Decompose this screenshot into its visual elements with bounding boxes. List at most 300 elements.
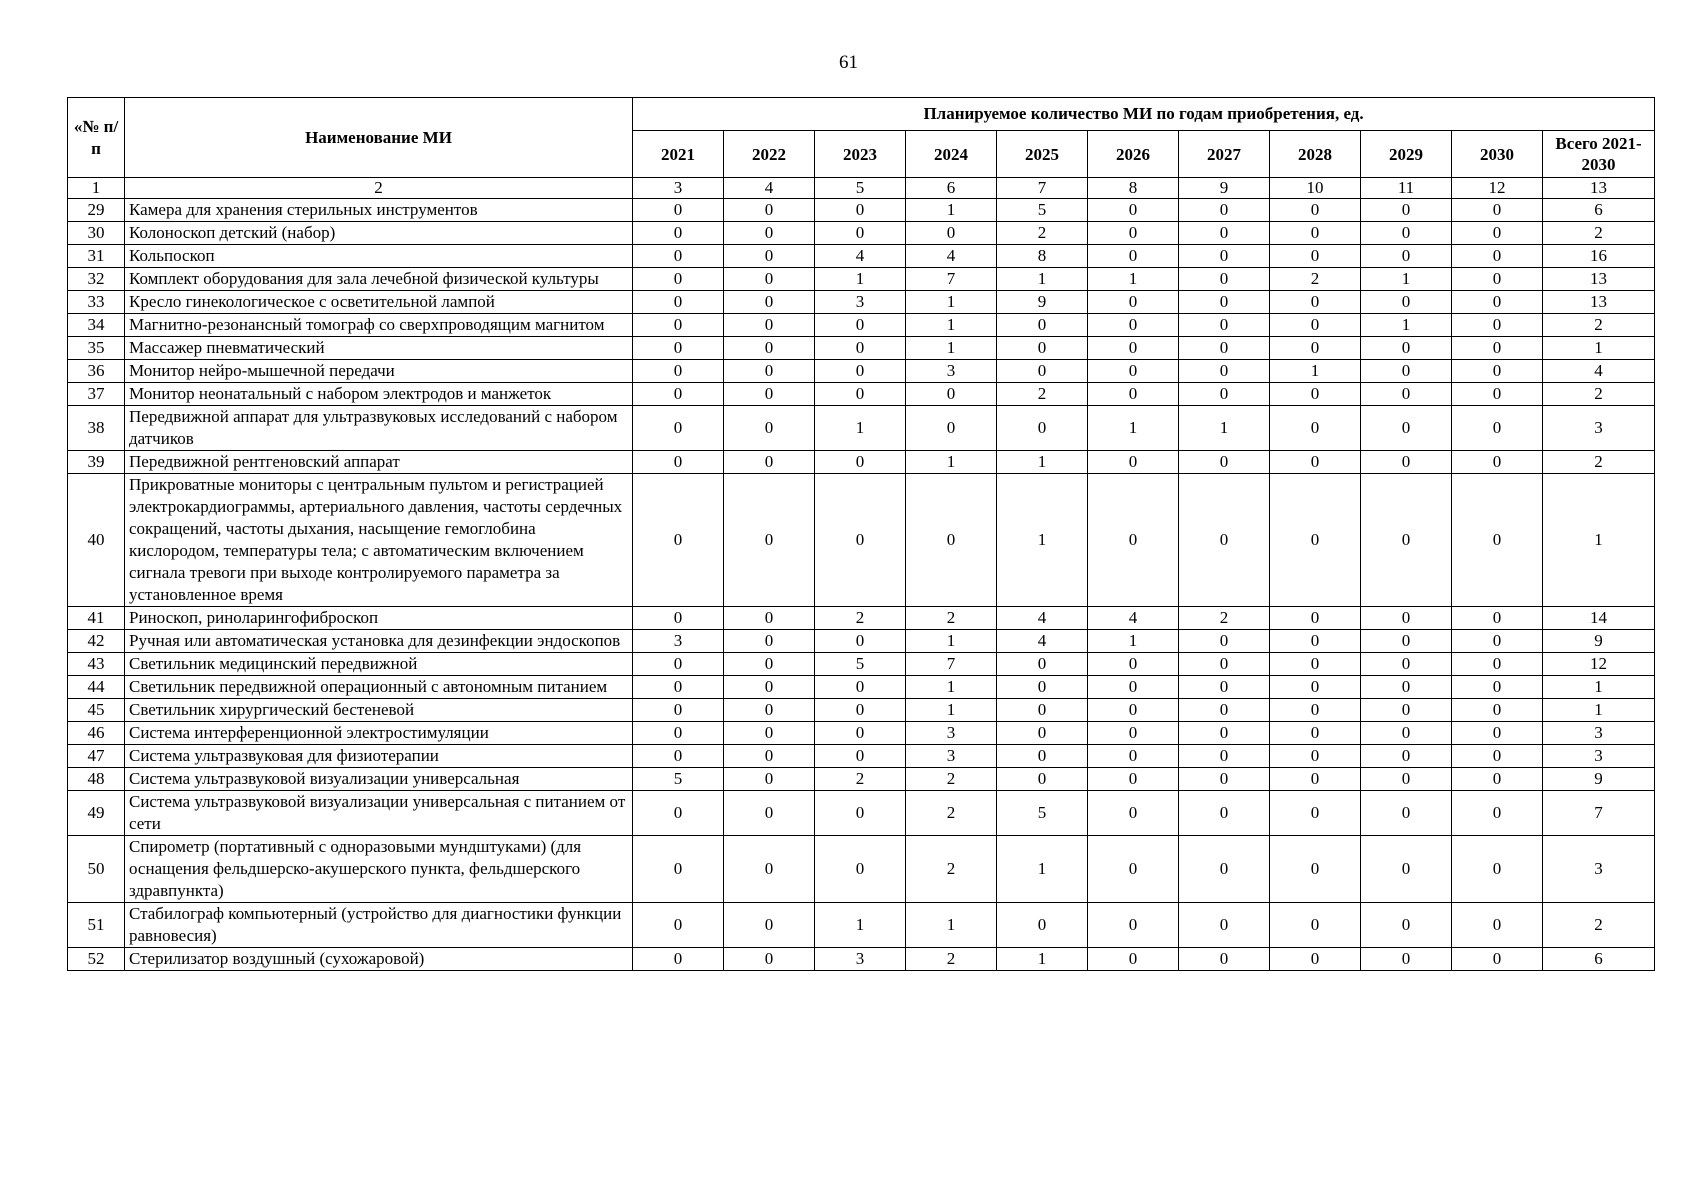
header-year: 2030	[1452, 131, 1543, 178]
year-quantity: 1	[815, 903, 906, 948]
year-quantity: 0	[1361, 791, 1452, 836]
year-quantity: 0	[724, 360, 815, 383]
year-quantity: 0	[1088, 383, 1179, 406]
table-row	[68, 451, 1655, 474]
year-quantity: 0	[1270, 314, 1361, 337]
header-year: 2022	[724, 131, 815, 178]
year-quantity: 0	[633, 337, 724, 360]
year-quantity: 0	[724, 245, 815, 268]
item-name: Система ультразвуковой визуализации универсальная с питанием от сети	[125, 791, 633, 836]
year-quantity: 0	[1361, 383, 1452, 406]
year-quantity: 0	[1361, 406, 1452, 451]
row-number: 43	[68, 653, 125, 676]
year-quantity: 1	[997, 474, 1088, 607]
item-name: Монитор нейро-мышечной передачи	[125, 360, 633, 383]
year-quantity: 0	[1088, 745, 1179, 768]
year-quantity: 0	[1088, 360, 1179, 383]
row-number: 52	[68, 948, 125, 971]
year-quantity: 0	[724, 768, 815, 791]
year-quantity: 0	[1361, 474, 1452, 607]
year-quantity: 0	[815, 699, 906, 722]
total-quantity: 1	[1543, 474, 1655, 607]
year-quantity: 0	[1179, 268, 1270, 291]
year-quantity: 0	[997, 653, 1088, 676]
total-quantity: 9	[1543, 768, 1655, 791]
item-name: Монитор неонатальный с набором электродов и манжеток	[125, 383, 633, 406]
year-quantity: 0	[1270, 383, 1361, 406]
equipment-table	[67, 97, 1655, 971]
row-number: 35	[68, 337, 125, 360]
row-number: 48	[68, 768, 125, 791]
year-quantity: 0	[724, 199, 815, 222]
year-quantity: 0	[1452, 222, 1543, 245]
year-quantity: 0	[997, 406, 1088, 451]
year-quantity: 0	[633, 836, 724, 903]
year-quantity: 0	[724, 222, 815, 245]
year-quantity: 0	[997, 360, 1088, 383]
header-year: 2023	[815, 131, 906, 178]
column-index-row	[68, 178, 1655, 199]
year-quantity: 0	[1452, 291, 1543, 314]
year-quantity: 0	[1270, 676, 1361, 699]
year-quantity: 0	[997, 768, 1088, 791]
header-group: Планируемое количество МИ по годам приобретения, ед.	[633, 98, 1655, 131]
year-quantity: 0	[724, 836, 815, 903]
year-quantity: 1	[997, 836, 1088, 903]
header-year: 2025	[997, 131, 1088, 178]
year-quantity: 0	[1088, 699, 1179, 722]
year-quantity: 0	[815, 791, 906, 836]
year-quantity: 2	[997, 222, 1088, 245]
year-quantity: 0	[1361, 903, 1452, 948]
year-quantity: 0	[1088, 653, 1179, 676]
year-quantity: 0	[1270, 222, 1361, 245]
year-quantity: 0	[633, 745, 724, 768]
year-quantity: 3	[633, 630, 724, 653]
year-quantity: 1	[1088, 268, 1179, 291]
year-quantity: 0	[633, 699, 724, 722]
year-quantity: 0	[1179, 836, 1270, 903]
year-quantity: 0	[1361, 630, 1452, 653]
total-quantity: 2	[1543, 222, 1655, 245]
year-quantity: 1	[906, 699, 997, 722]
table-row	[68, 383, 1655, 406]
year-quantity: 1	[906, 314, 997, 337]
year-quantity: 0	[906, 222, 997, 245]
row-number: 38	[68, 406, 125, 451]
year-quantity: 0	[1179, 383, 1270, 406]
year-quantity: 0	[724, 676, 815, 699]
item-name: Магнитно-резонансный томограф со сверхпроводящим магнитом	[125, 314, 633, 337]
item-name: Светильник медицинский передвижной	[125, 653, 633, 676]
year-quantity: 0	[1179, 199, 1270, 222]
year-quantity: 0	[1452, 451, 1543, 474]
year-quantity: 1	[906, 903, 997, 948]
total-quantity: 2	[1543, 451, 1655, 474]
table-row	[68, 699, 1655, 722]
year-quantity: 0	[1452, 791, 1543, 836]
year-quantity: 0	[815, 722, 906, 745]
year-quantity: 0	[1179, 314, 1270, 337]
item-name: Камера для хранения стерильных инструментов	[125, 199, 633, 222]
year-quantity: 0	[724, 607, 815, 630]
year-quantity: 0	[1088, 791, 1179, 836]
year-quantity: 0	[633, 474, 724, 607]
table-row	[68, 337, 1655, 360]
year-quantity: 0	[633, 903, 724, 948]
column-index-cell: 3	[633, 178, 724, 199]
year-quantity: 0	[1361, 451, 1452, 474]
row-number: 30	[68, 222, 125, 245]
year-quantity: 0	[633, 360, 724, 383]
year-quantity: 0	[1361, 653, 1452, 676]
year-quantity: 5	[815, 653, 906, 676]
year-quantity: 1	[815, 406, 906, 451]
year-quantity: 1	[815, 268, 906, 291]
year-quantity: 0	[1088, 291, 1179, 314]
year-quantity: 0	[815, 836, 906, 903]
year-quantity: 2	[906, 791, 997, 836]
table-row	[68, 474, 1655, 607]
year-quantity: 0	[1270, 699, 1361, 722]
header-year: 2024	[906, 131, 997, 178]
year-quantity: 0	[1361, 948, 1452, 971]
column-index-cell: 6	[906, 178, 997, 199]
total-quantity: 2	[1543, 383, 1655, 406]
year-quantity: 1	[906, 291, 997, 314]
year-quantity: 0	[815, 474, 906, 607]
year-quantity: 0	[815, 451, 906, 474]
year-quantity: 2	[815, 768, 906, 791]
year-quantity: 0	[1361, 745, 1452, 768]
header-total: Всего 2021-2030	[1543, 131, 1655, 178]
row-number: 46	[68, 722, 125, 745]
year-quantity: 2	[906, 607, 997, 630]
year-quantity: 0	[724, 630, 815, 653]
row-number: 45	[68, 699, 125, 722]
year-quantity: 4	[997, 630, 1088, 653]
total-quantity: 7	[1543, 791, 1655, 836]
total-quantity: 1	[1543, 676, 1655, 699]
year-quantity: 0	[1452, 383, 1543, 406]
year-quantity: 0	[724, 653, 815, 676]
year-quantity: 7	[906, 653, 997, 676]
year-quantity: 0	[1361, 722, 1452, 745]
year-quantity: 0	[1270, 199, 1361, 222]
item-name: Стерилизатор воздушный (сухожаровой)	[125, 948, 633, 971]
year-quantity: 0	[724, 406, 815, 451]
year-quantity: 0	[1452, 245, 1543, 268]
year-quantity: 9	[997, 291, 1088, 314]
year-quantity: 0	[815, 630, 906, 653]
table-row	[68, 903, 1655, 948]
year-quantity: 0	[1270, 630, 1361, 653]
row-number: 29	[68, 199, 125, 222]
year-quantity: 0	[633, 948, 724, 971]
header-name: Наименование МИ	[125, 98, 633, 178]
year-quantity: 0	[1270, 948, 1361, 971]
year-quantity: 2	[997, 383, 1088, 406]
year-quantity: 0	[1088, 676, 1179, 699]
year-quantity: 0	[1361, 222, 1452, 245]
column-index-cell: 7	[997, 178, 1088, 199]
year-quantity: 3	[906, 745, 997, 768]
total-quantity: 2	[1543, 314, 1655, 337]
year-quantity: 0	[1088, 337, 1179, 360]
table-row	[68, 222, 1655, 245]
year-quantity: 0	[1270, 451, 1361, 474]
year-quantity: 7	[906, 268, 997, 291]
total-quantity: 3	[1543, 836, 1655, 903]
year-quantity: 0	[1088, 722, 1179, 745]
year-quantity: 0	[1452, 653, 1543, 676]
header-year: 2021	[633, 131, 724, 178]
year-quantity: 0	[633, 314, 724, 337]
year-quantity: 0	[997, 699, 1088, 722]
year-quantity: 0	[1088, 222, 1179, 245]
year-quantity: 0	[1361, 337, 1452, 360]
item-name: Стабилограф компьютерный (устройство для диагностики функции равновесия)	[125, 903, 633, 948]
year-quantity: 0	[1452, 337, 1543, 360]
year-quantity: 0	[906, 383, 997, 406]
header-year: 2028	[1270, 131, 1361, 178]
row-number: 50	[68, 836, 125, 903]
year-quantity: 0	[815, 337, 906, 360]
year-quantity: 0	[815, 745, 906, 768]
column-index-cell: 2	[125, 178, 633, 199]
row-number: 33	[68, 291, 125, 314]
year-quantity: 0	[1270, 337, 1361, 360]
table-row	[68, 245, 1655, 268]
year-quantity: 4	[1088, 607, 1179, 630]
year-quantity: 0	[1452, 948, 1543, 971]
year-quantity: 2	[815, 607, 906, 630]
year-quantity: 0	[633, 383, 724, 406]
year-quantity: 0	[1270, 722, 1361, 745]
year-quantity: 0	[1088, 768, 1179, 791]
year-quantity: 0	[1179, 360, 1270, 383]
item-name: Комплект оборудования для зала лечебной физической культуры	[125, 268, 633, 291]
year-quantity: 0	[906, 406, 997, 451]
year-quantity: 0	[1452, 768, 1543, 791]
total-quantity: 1	[1543, 337, 1655, 360]
year-quantity: 0	[633, 222, 724, 245]
year-quantity: 0	[1270, 836, 1361, 903]
row-number: 39	[68, 451, 125, 474]
item-name: Колоноскоп детский (набор)	[125, 222, 633, 245]
year-quantity: 4	[815, 245, 906, 268]
table-row	[68, 836, 1655, 903]
year-quantity: 0	[1452, 474, 1543, 607]
row-number: 47	[68, 745, 125, 768]
year-quantity: 0	[997, 722, 1088, 745]
year-quantity: 0	[1270, 291, 1361, 314]
year-quantity: 0	[1179, 948, 1270, 971]
year-quantity: 0	[1452, 676, 1543, 699]
table-row	[68, 791, 1655, 836]
table-row	[68, 199, 1655, 222]
year-quantity: 0	[1179, 451, 1270, 474]
year-quantity: 0	[1361, 768, 1452, 791]
year-quantity: 0	[633, 722, 724, 745]
row-number: 51	[68, 903, 125, 948]
item-name: Система интерференционной электростимуляции	[125, 722, 633, 745]
year-quantity: 4	[997, 607, 1088, 630]
year-quantity: 0	[724, 948, 815, 971]
year-quantity: 0	[633, 791, 724, 836]
page-number: 61	[839, 52, 858, 73]
year-quantity: 5	[997, 199, 1088, 222]
column-index-cell: 10	[1270, 178, 1361, 199]
item-name: Передвижной аппарат для ультразвуковых исследований с набором датчиков	[125, 406, 633, 451]
year-quantity: 0	[724, 791, 815, 836]
year-quantity: 0	[1361, 245, 1452, 268]
year-quantity: 0	[1452, 360, 1543, 383]
year-quantity: 0	[1361, 360, 1452, 383]
year-quantity: 0	[997, 903, 1088, 948]
year-quantity: 0	[815, 383, 906, 406]
year-quantity: 0	[633, 676, 724, 699]
year-quantity: 0	[1361, 676, 1452, 699]
year-quantity: 0	[1088, 314, 1179, 337]
column-index-cell: 4	[724, 178, 815, 199]
year-quantity: 0	[1270, 768, 1361, 791]
year-quantity: 0	[1452, 406, 1543, 451]
year-quantity: 0	[1361, 836, 1452, 903]
year-quantity: 1	[906, 451, 997, 474]
year-quantity: 0	[1270, 745, 1361, 768]
year-quantity: 0	[1361, 291, 1452, 314]
table-row	[68, 768, 1655, 791]
total-quantity: 4	[1543, 360, 1655, 383]
year-quantity: 1	[1361, 314, 1452, 337]
year-quantity: 0	[1088, 245, 1179, 268]
year-quantity: 0	[997, 745, 1088, 768]
table-row	[68, 630, 1655, 653]
year-quantity: 0	[997, 314, 1088, 337]
year-quantity: 0	[1361, 607, 1452, 630]
year-quantity: 0	[633, 653, 724, 676]
total-quantity: 13	[1543, 291, 1655, 314]
item-name: Кресло гинекологическое с осветительной лампой	[125, 291, 633, 314]
year-quantity: 0	[1179, 699, 1270, 722]
year-quantity: 0	[1179, 630, 1270, 653]
column-index-cell: 8	[1088, 178, 1179, 199]
row-number: 37	[68, 383, 125, 406]
year-quantity: 0	[815, 222, 906, 245]
table-row	[68, 291, 1655, 314]
year-quantity: 0	[1179, 791, 1270, 836]
year-quantity: 0	[1452, 903, 1543, 948]
year-quantity: 0	[1270, 607, 1361, 630]
column-index-cell: 5	[815, 178, 906, 199]
year-quantity: 0	[1179, 768, 1270, 791]
column-index-cell: 11	[1361, 178, 1452, 199]
year-quantity: 1	[1361, 268, 1452, 291]
year-quantity: 0	[724, 314, 815, 337]
year-quantity: 2	[1270, 268, 1361, 291]
column-index-cell: 1	[68, 178, 125, 199]
year-quantity: 0	[633, 451, 724, 474]
year-quantity: 0	[724, 474, 815, 607]
year-quantity: 3	[815, 291, 906, 314]
year-quantity: 0	[1179, 245, 1270, 268]
year-quantity: 0	[724, 291, 815, 314]
item-name: Прикроватные мониторы с центральным пультом и регистрацией электрокардиограммы, артериального давления, частоты сердечных сокращений, частоты дыхания, насыщение гемоглобина кислородом, температуры тела; с автоматическим включением сигнала тревоги при выходе контролируемого параметра за установленное время	[125, 474, 633, 607]
row-number: 31	[68, 245, 125, 268]
year-quantity: 0	[633, 268, 724, 291]
item-name: Система ультразвуковой визуализации универсальная	[125, 768, 633, 791]
year-quantity: 2	[906, 836, 997, 903]
year-quantity: 3	[906, 360, 997, 383]
table-row	[68, 722, 1655, 745]
year-quantity: 0	[1179, 291, 1270, 314]
year-quantity: 0	[1270, 791, 1361, 836]
year-quantity: 0	[1361, 699, 1452, 722]
year-quantity: 1	[906, 337, 997, 360]
row-number: 42	[68, 630, 125, 653]
item-name: Спирометр (портативный с одноразовыми мундштуками) (для оснащения фельдшерско-акушерского пункта, фельдшерского здравпункта)	[125, 836, 633, 903]
table-row	[68, 653, 1655, 676]
year-quantity: 0	[1179, 653, 1270, 676]
year-quantity: 0	[1452, 745, 1543, 768]
year-quantity: 0	[997, 337, 1088, 360]
row-number: 40	[68, 474, 125, 607]
item-name: Кольпоскоп	[125, 245, 633, 268]
item-name: Риноскоп, риноларингофиброскоп	[125, 607, 633, 630]
year-quantity: 3	[906, 722, 997, 745]
year-quantity: 0	[1270, 474, 1361, 607]
year-quantity: 0	[1088, 451, 1179, 474]
column-index-cell: 9	[1179, 178, 1270, 199]
year-quantity: 0	[1270, 245, 1361, 268]
total-quantity: 3	[1543, 406, 1655, 451]
year-quantity: 0	[724, 699, 815, 722]
year-quantity: 1	[997, 948, 1088, 971]
year-quantity: 0	[1088, 836, 1179, 903]
header-year: 2029	[1361, 131, 1452, 178]
row-number: 41	[68, 607, 125, 630]
item-name: Светильник хирургический бестеневой	[125, 699, 633, 722]
year-quantity: 0	[906, 474, 997, 607]
total-quantity: 3	[1543, 722, 1655, 745]
column-index-cell: 12	[1452, 178, 1543, 199]
year-quantity: 0	[1179, 337, 1270, 360]
year-quantity: 0	[1179, 745, 1270, 768]
year-quantity: 0	[633, 291, 724, 314]
row-number: 49	[68, 791, 125, 836]
year-quantity: 1	[1088, 630, 1179, 653]
column-index-cell: 13	[1543, 178, 1655, 199]
year-quantity: 0	[1270, 653, 1361, 676]
year-quantity: 0	[1179, 903, 1270, 948]
year-quantity: 1	[1270, 360, 1361, 383]
total-quantity: 2	[1543, 903, 1655, 948]
year-quantity: 1	[1179, 406, 1270, 451]
total-quantity: 13	[1543, 268, 1655, 291]
year-quantity: 0	[1361, 199, 1452, 222]
header-year: 2026	[1088, 131, 1179, 178]
year-quantity: 0	[724, 745, 815, 768]
year-quantity: 1	[997, 451, 1088, 474]
table-row	[68, 268, 1655, 291]
year-quantity: 0	[997, 676, 1088, 699]
year-quantity: 0	[724, 383, 815, 406]
total-quantity: 3	[1543, 745, 1655, 768]
table-row	[68, 360, 1655, 383]
row-number: 44	[68, 676, 125, 699]
year-quantity: 0	[1179, 222, 1270, 245]
